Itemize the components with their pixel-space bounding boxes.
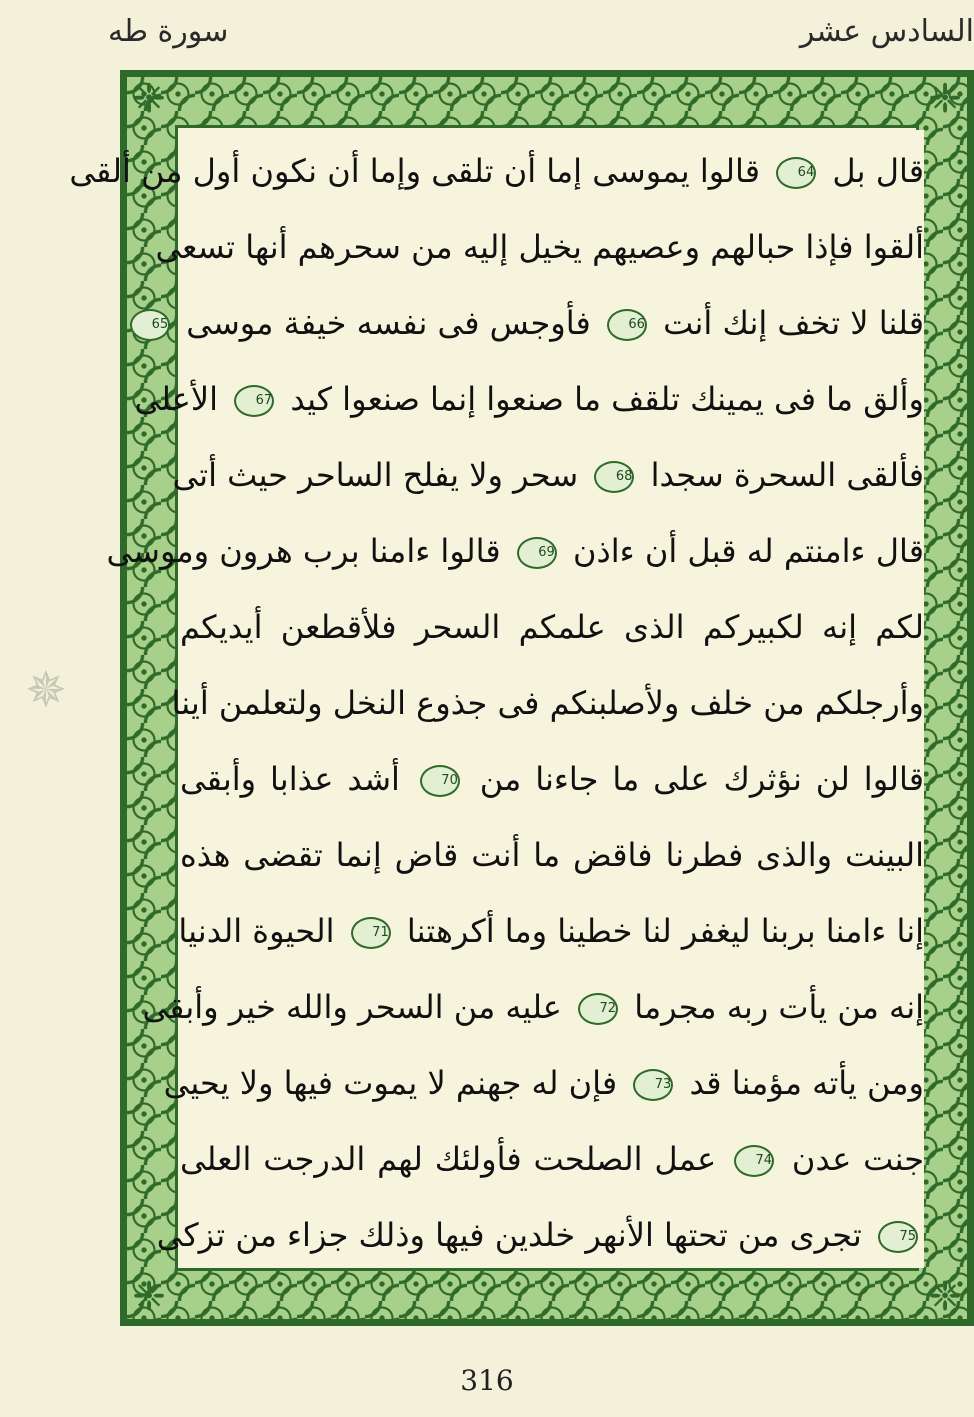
floral-knot-icon: ❈ xyxy=(132,76,166,122)
verse-text: قلنا لا تخف إنك أنت xyxy=(663,304,924,342)
side-ornament xyxy=(18,662,74,718)
floral-knot-icon: ❈ xyxy=(928,1274,962,1320)
text-line xyxy=(180,738,924,820)
verse-text: وألق ما فى يمينك تلقف ما صنعوا إنما صنعوا كيد xyxy=(290,380,924,418)
text-line xyxy=(163,1042,924,1124)
header-juz: السادس عشر xyxy=(799,14,974,49)
verse-text: قال بل xyxy=(832,152,924,190)
verse-text: لكم إنه لكبيركم الذى علمكم السحر فلأقطعن أيديكم xyxy=(180,608,924,646)
text-line xyxy=(180,814,924,896)
corner-ornament-bottom-right xyxy=(921,1273,969,1321)
verse-text: سحر ولا يفلح الساحر حيث أتى xyxy=(172,456,579,494)
ayah-end-marker-icon: 67 xyxy=(234,385,274,417)
verse-text: جنت عدن xyxy=(791,1140,924,1178)
ayah-end-marker-icon: 69 xyxy=(517,537,557,569)
page-number: 316 xyxy=(460,1364,514,1397)
verse-text: عليه من السحر والله خير وأبقى xyxy=(142,988,562,1026)
ayah-end-marker-icon: 70 xyxy=(420,765,460,797)
verse-text: قالوا ءامنا برب هرون وموسى xyxy=(106,532,501,570)
verse-text: تجرى من تحتها الأنهر خلدين فيها وذلك جزاء من تزكى xyxy=(156,1216,862,1254)
text-line xyxy=(180,1118,924,1200)
text-line xyxy=(134,358,924,440)
text-line xyxy=(171,662,924,744)
verse-text: فأوجس فى نفسه خيفة موسى xyxy=(186,304,591,342)
text-line xyxy=(106,510,924,592)
verse-text: الأعلى xyxy=(134,380,218,418)
verse-text: قالوا يموسى إما أن تلقى وإما أن نكون أول من ألقى xyxy=(69,152,761,190)
text-line xyxy=(155,206,924,288)
verse-text: الحيوة الدنيا xyxy=(178,912,335,950)
text-line xyxy=(151,282,924,364)
text-line xyxy=(180,890,924,972)
rub-el-hizb-icon: ✵ xyxy=(25,661,67,719)
text-line xyxy=(180,586,924,668)
corner-ornament-bottom-left xyxy=(125,1273,173,1321)
ayah-end-marker-icon: 74 xyxy=(734,1145,774,1177)
header-surah: سورة طه xyxy=(108,14,229,49)
verse-text: وأرجلكم من خلف ولأصلبنكم فى جذوع النخل ولتعلمن أينا xyxy=(171,684,924,722)
verse-text: قالوا لن نؤثرك على ما جاءنا من xyxy=(479,760,925,798)
corner-ornament-top-left xyxy=(125,75,173,123)
ayah-end-marker-icon: 73 xyxy=(633,1069,673,1101)
verse-text: فإن له جهنم لا يموت فيها ولا يحيى xyxy=(163,1064,618,1102)
ayah-end-marker-icon: 72 xyxy=(578,993,618,1025)
verse-text: إنا ءامنا بربنا ليغفر لنا خطينا وما أكرهتنا xyxy=(406,912,924,950)
ayah-end-marker-icon: 68 xyxy=(594,461,634,493)
text-line xyxy=(172,434,924,516)
verse-text: ومن يأته مؤمنا قد xyxy=(689,1064,924,1102)
verse-text: البينت والذى فطرنا فاقض ما أنت قاض إنما تقضى هذه xyxy=(180,836,924,874)
text-line xyxy=(69,130,924,212)
text-area xyxy=(69,130,925,1268)
verse-text: فألقى السحرة سجدا xyxy=(650,456,924,494)
ayah-end-marker-icon: 66 xyxy=(607,309,647,341)
floral-knot-icon: ❈ xyxy=(132,1274,166,1320)
corner-ornament-top-right xyxy=(921,75,969,123)
text-line xyxy=(156,1194,924,1276)
ayah-end-marker-icon: 65 xyxy=(130,309,170,341)
verse-text: ألقوا فإذا حبالهم وعصيهم يخيل إليه من سحرهم أنها تسعى xyxy=(155,228,924,266)
ayah-end-marker-icon: 64 xyxy=(776,157,816,189)
text-line xyxy=(142,966,924,1048)
verse-text: أشد عذابا وأبقى xyxy=(180,760,400,798)
verse-text: قال ءامنتم له قبل أن ءاذن xyxy=(572,532,924,570)
ayah-end-marker-icon: 71 xyxy=(351,917,391,949)
verse-text: إنه من يأت ربه مجرما xyxy=(634,988,924,1026)
verse-text: عمل الصلحت فأولئك لهم الدرجت العلى xyxy=(180,1140,717,1178)
ayah-end-marker-icon: 75 xyxy=(878,1221,918,1253)
floral-knot-icon: ❈ xyxy=(928,76,962,122)
